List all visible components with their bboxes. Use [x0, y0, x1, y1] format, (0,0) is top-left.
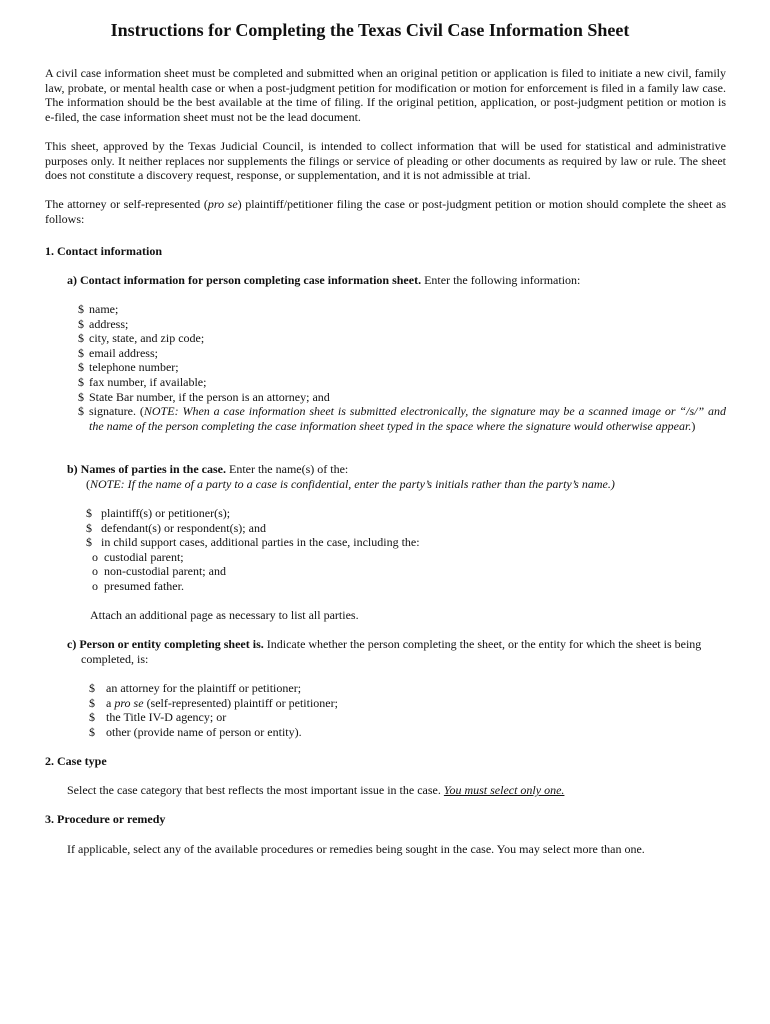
- list-item: $ signature. (NOTE: When a case information sheet is submitted electronically, the signature may be a scanned image or “/s/” and the name of the person completing the case information sheet typed in the space where the signature would otherwise appear.): [78, 404, 727, 433]
- list-item: $ fax number, if available;: [78, 374, 207, 389]
- list-item: $ other (provide name of person or entity).: [89, 724, 302, 739]
- section-2-text: Select the case category that best reflects the most important issue in the case. You must select only one.: [67, 783, 565, 797]
- section-3-text: If applicable, select any of the available procedures or remedies being sought in the case. You may select more than one.: [67, 842, 645, 856]
- contact-info-list: [78, 302, 726, 433]
- list-item: $ in child support cases, additional parties in the case, including the: o custodial parent; o non-custodial parent; and o presumed father.: [86, 535, 726, 593]
- completer-list: [89, 681, 726, 739]
- list-item: $ defendant(s) or respondent(s); and: [86, 520, 266, 535]
- list-item: $ telephone number;: [78, 360, 179, 375]
- list-item: $ city, state, and zip code;: [78, 331, 205, 346]
- list-item: $ a pro se (self-represented) plaintiff or petitioner;: [89, 695, 338, 710]
- page-title: Instructions for Completing the Texas Civil Case Information Sheet: [110, 20, 630, 40]
- list-item: $ name;: [78, 302, 119, 316]
- list-item: $ plaintiff(s) or petitioner(s);: [86, 506, 231, 520]
- list-item: $ email address;: [78, 345, 158, 360]
- intro-paragraph-1: A civil case information sheet must be completed and submitted when an original petition or application is filed to initiate a new civil, family law, probate, or mental health case or when a post-judgment petition for modification or motion for enforcement is filed in a family law case. The information should be the best available at the time of filing. If the original petition, application, or post-judgment petition or motion is e-filed, the case information sheet must not be the lead document.: [45, 66, 726, 124]
- section-1c-heading: c) Person or entity completing sheet is. Indicate whether the person completing the sheet, or the entity for which the sheet is being completed, is:: [67, 637, 702, 666]
- section-2-heading: 2. Case type: [45, 754, 107, 768]
- section-1b-heading: b) Names of parties in the case. Enter the name(s) of the:: [67, 462, 349, 476]
- list-item: o custodial parent;: [92, 549, 184, 564]
- list-item: $ address;: [78, 316, 129, 331]
- list-item: o non-custodial parent; and: [92, 564, 226, 579]
- section-1a-heading: a) Contact information for person completing case information sheet. Enter the following information:: [67, 273, 581, 287]
- list-item: $ an attorney for the plaintiff or petitioner;: [89, 681, 302, 695]
- section-1b-note: (NOTE: If the name of a party to a case is confidential, enter the party’s initials rather than the party’s name.): [86, 477, 615, 491]
- child-support-parties-list: [89, 550, 726, 594]
- attach-note: Attach an additional page as necessary to list all parties.: [90, 608, 359, 622]
- intro-paragraph-3: The attorney or self-represented (pro se) plaintiff/petitioner filing the case or post-judgment petition or motion should complete the sheet as follows:: [45, 197, 726, 226]
- list-item: $ the Title IV-D agency; or: [89, 710, 227, 725]
- list-item: o presumed father.: [92, 578, 184, 593]
- intro-paragraph-2: This sheet, approved by the Texas Judicial Council, is intended to collect information that will be used for statistical and administrative purposes only. It neither replaces nor supplements the filings or service of pleading or other documents as required by law or rule. The sheet does not constitute a discovery request, response, or supplementation, and it is not admissible at trial.: [45, 139, 726, 183]
- list-item: $ State Bar number, if the person is an attorney; and: [78, 389, 330, 404]
- parties-list: [86, 506, 726, 594]
- section-1-heading: 1. Contact information: [45, 244, 162, 258]
- section-3-heading: 3. Procedure or remedy: [45, 812, 166, 826]
